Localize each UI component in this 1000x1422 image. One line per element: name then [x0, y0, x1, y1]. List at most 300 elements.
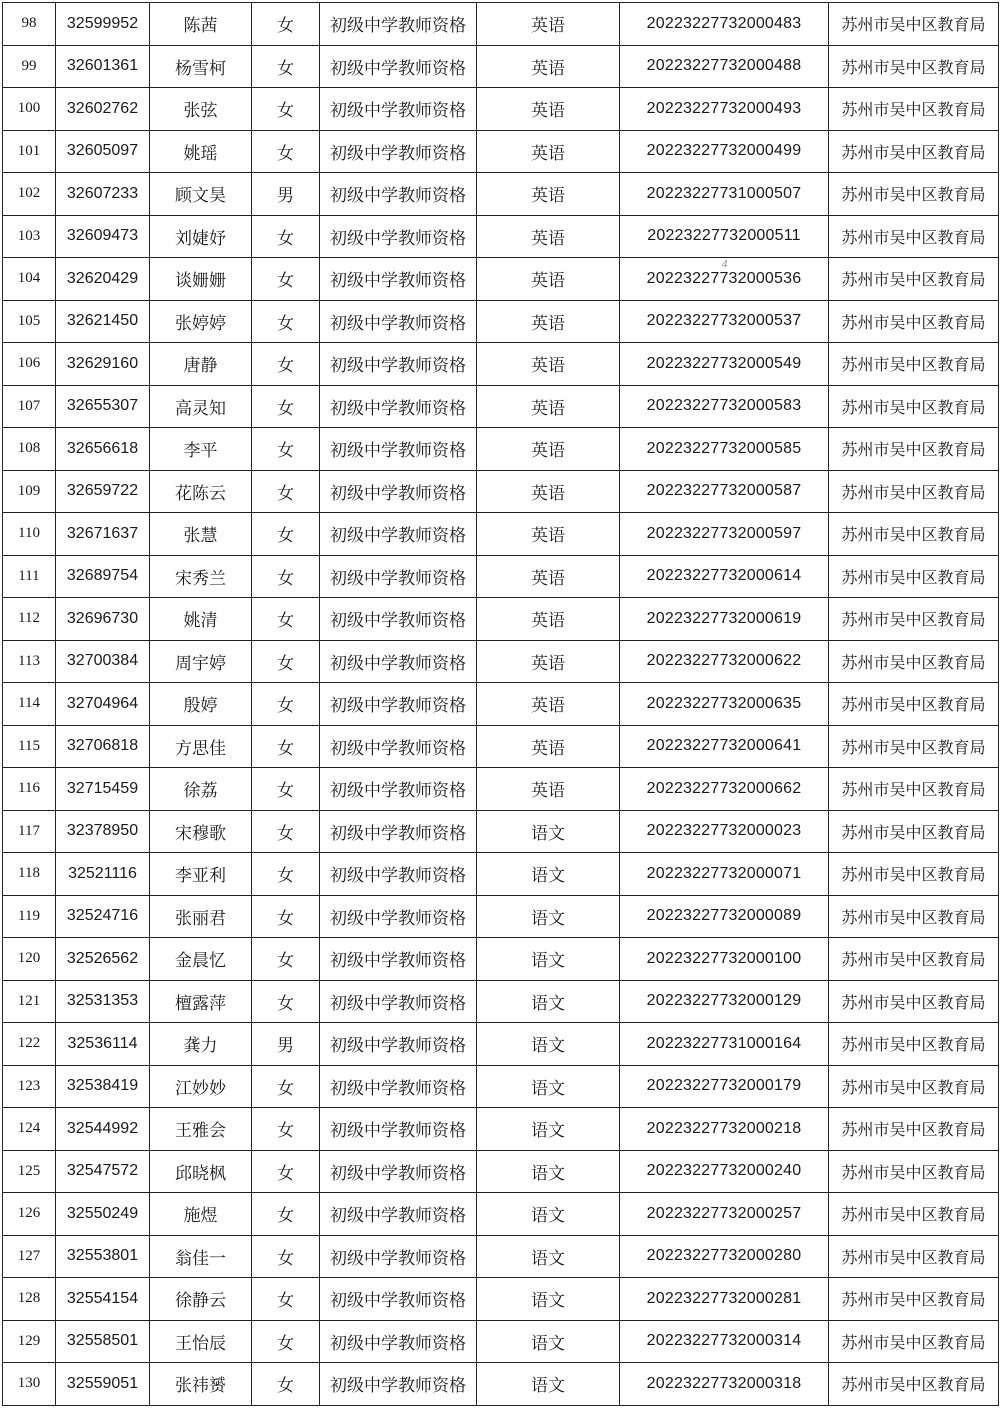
cell-certificate-type: 初级中学教师资格	[320, 640, 477, 683]
cell-exam-number: 32524716	[56, 895, 150, 938]
table-row	[3, 258, 999, 301]
cell-subject: 英语	[477, 45, 620, 88]
cell-gender: 女	[252, 1235, 320, 1278]
cell-certificate-number: 20223227732000536	[620, 258, 829, 301]
cell-exam-number: 32671637	[56, 513, 150, 556]
cell-certificate-type: 初级中学教师资格	[320, 470, 477, 513]
cell-issuing-authority: 苏州市吴中区教育局	[829, 1320, 999, 1363]
cell-subject: 英语	[477, 768, 620, 811]
cell-issuing-authority: 苏州市吴中区教育局	[829, 598, 999, 641]
cell-seq: 107	[3, 385, 56, 428]
cell-certificate-type: 初级中学教师资格	[320, 725, 477, 768]
cell-certificate-type: 初级中学教师资格	[320, 683, 477, 726]
cell-certificate-type: 初级中学教师资格	[320, 895, 477, 938]
cell-name: 姚瑶	[150, 130, 252, 173]
cell-subject: 英语	[477, 130, 620, 173]
cell-certificate-number: 20223227732000537	[620, 300, 829, 343]
cell-gender: 女	[252, 938, 320, 981]
cell-subject: 语文	[477, 1023, 620, 1066]
cell-subject: 英语	[477, 640, 620, 683]
cell-issuing-authority: 苏州市吴中区教育局	[829, 683, 999, 726]
cell-certificate-type: 初级中学教师资格	[320, 980, 477, 1023]
cell-certificate-type: 初级中学教师资格	[320, 1235, 477, 1278]
table-row	[3, 173, 999, 216]
cell-exam-number: 32547572	[56, 1150, 150, 1193]
cell-issuing-authority: 苏州市吴中区教育局	[829, 895, 999, 938]
cell-seq: 109	[3, 470, 56, 513]
cell-certificate-number: 20223227732000493	[620, 88, 829, 131]
table-row	[3, 683, 999, 726]
cell-seq: 100	[3, 88, 56, 131]
table-row	[3, 45, 999, 88]
cell-seq: 121	[3, 980, 56, 1023]
cell-certificate-number: 20223227732000089	[620, 895, 829, 938]
cell-seq: 98	[3, 3, 56, 46]
cell-exam-number: 32607233	[56, 173, 150, 216]
cell-subject: 语文	[477, 810, 620, 853]
cell-certificate-type: 初级中学教师资格	[320, 1065, 477, 1108]
cell-exam-number: 32536114	[56, 1023, 150, 1066]
cell-issuing-authority: 苏州市吴中区教育局	[829, 258, 999, 301]
table-row	[3, 598, 999, 641]
cell-exam-number: 32655307	[56, 385, 150, 428]
cell-gender: 女	[252, 513, 320, 556]
cell-exam-number: 32544992	[56, 1108, 150, 1151]
table-row	[3, 853, 999, 896]
cell-subject: 语文	[477, 1278, 620, 1321]
cell-seq: 126	[3, 1193, 56, 1236]
cell-subject: 语文	[477, 1150, 620, 1193]
table-row	[3, 215, 999, 258]
cell-gender: 女	[252, 725, 320, 768]
cell-certificate-number: 20223227731000507	[620, 173, 829, 216]
table-row	[3, 300, 999, 343]
cell-seq: 124	[3, 1108, 56, 1151]
cell-name: 张祎赟	[150, 1363, 252, 1406]
cell-subject: 英语	[477, 343, 620, 386]
cell-exam-number: 32700384	[56, 640, 150, 683]
cell-certificate-number: 20223227732000179	[620, 1065, 829, 1108]
cell-certificate-type: 初级中学教师资格	[320, 555, 477, 598]
cell-gender: 女	[252, 1108, 320, 1151]
cell-gender: 女	[252, 130, 320, 173]
cell-certificate-number: 20223227732000071	[620, 853, 829, 896]
cell-subject: 英语	[477, 598, 620, 641]
cell-certificate-number: 20223227732000619	[620, 598, 829, 641]
cell-gender: 男	[252, 173, 320, 216]
cell-gender: 男	[252, 1023, 320, 1066]
table-body	[3, 3, 999, 1406]
cell-exam-number: 32629160	[56, 343, 150, 386]
cell-seq: 130	[3, 1363, 56, 1406]
cell-seq: 127	[3, 1235, 56, 1278]
cell-certificate-number: 20223227732000314	[620, 1320, 829, 1363]
cell-issuing-authority: 苏州市吴中区教育局	[829, 1235, 999, 1278]
cell-seq: 108	[3, 428, 56, 471]
cell-issuing-authority: 苏州市吴中区教育局	[829, 45, 999, 88]
cell-seq: 110	[3, 513, 56, 556]
cell-name: 徐荔	[150, 768, 252, 811]
cell-name: 花陈云	[150, 470, 252, 513]
cell-certificate-number: 20223227732000240	[620, 1150, 829, 1193]
cell-exam-number: 32558501	[56, 1320, 150, 1363]
cell-seq: 104	[3, 258, 56, 301]
cell-name: 方思佳	[150, 725, 252, 768]
cell-exam-number: 32559051	[56, 1363, 150, 1406]
cell-certificate-number: 20223227732000549	[620, 343, 829, 386]
cell-name: 檀露萍	[150, 980, 252, 1023]
cell-subject: 英语	[477, 683, 620, 726]
cell-gender: 女	[252, 1150, 320, 1193]
table-row	[3, 768, 999, 811]
cell-gender: 女	[252, 810, 320, 853]
cell-subject: 语文	[477, 1235, 620, 1278]
cell-name: 邱晓枫	[150, 1150, 252, 1193]
cell-issuing-authority: 苏州市吴中区教育局	[829, 938, 999, 981]
cell-seq: 113	[3, 640, 56, 683]
table-row	[3, 88, 999, 131]
cell-gender: 女	[252, 1320, 320, 1363]
cell-exam-number: 32704964	[56, 683, 150, 726]
cell-certificate-type: 初级中学教师资格	[320, 1320, 477, 1363]
cell-gender: 女	[252, 3, 320, 46]
cell-exam-number: 32706818	[56, 725, 150, 768]
cell-gender: 女	[252, 45, 320, 88]
cell-issuing-authority: 苏州市吴中区教育局	[829, 555, 999, 598]
cell-seq: 101	[3, 130, 56, 173]
cell-gender: 女	[252, 1363, 320, 1406]
cell-exam-number: 32609473	[56, 215, 150, 258]
cell-issuing-authority: 苏州市吴中区教育局	[829, 3, 999, 46]
cell-certificate-type: 初级中学教师资格	[320, 215, 477, 258]
cell-issuing-authority: 苏州市吴中区教育局	[829, 768, 999, 811]
cell-name: 宋秀兰	[150, 555, 252, 598]
cell-subject: 语文	[477, 1065, 620, 1108]
cell-name: 唐静	[150, 343, 252, 386]
table-row	[3, 470, 999, 513]
cell-certificate-number: 20223227732000622	[620, 640, 829, 683]
cell-subject: 英语	[477, 173, 620, 216]
cell-subject: 语文	[477, 853, 620, 896]
cell-name: 龚力	[150, 1023, 252, 1066]
cell-certificate-type: 初级中学教师资格	[320, 768, 477, 811]
cell-certificate-number: 20223227732000585	[620, 428, 829, 471]
cell-certificate-type: 初级中学教师资格	[320, 938, 477, 981]
cell-seq: 125	[3, 1150, 56, 1193]
cell-gender: 女	[252, 555, 320, 598]
cell-subject: 英语	[477, 555, 620, 598]
cell-subject: 语文	[477, 980, 620, 1023]
cell-name: 殷婷	[150, 683, 252, 726]
cell-issuing-authority: 苏州市吴中区教育局	[829, 385, 999, 428]
cell-seq: 123	[3, 1065, 56, 1108]
cell-seq: 106	[3, 343, 56, 386]
cell-exam-number: 32526562	[56, 938, 150, 981]
cell-issuing-authority: 苏州市吴中区教育局	[829, 980, 999, 1023]
cell-subject: 英语	[477, 300, 620, 343]
cell-gender: 女	[252, 598, 320, 641]
cell-seq: 129	[3, 1320, 56, 1363]
cell-exam-number: 32554154	[56, 1278, 150, 1321]
cell-gender: 女	[252, 258, 320, 301]
cell-seq: 128	[3, 1278, 56, 1321]
cell-name: 王怡辰	[150, 1320, 252, 1363]
cell-gender: 女	[252, 683, 320, 726]
cell-seq: 120	[3, 938, 56, 981]
cell-gender: 女	[252, 1278, 320, 1321]
table-row	[3, 1320, 999, 1363]
table-row	[3, 1150, 999, 1193]
stray-mark: 4	[722, 258, 728, 270]
table-row	[3, 640, 999, 683]
cell-subject: 语文	[477, 1320, 620, 1363]
table-row	[3, 385, 999, 428]
table-row	[3, 1065, 999, 1108]
cell-exam-number: 32621450	[56, 300, 150, 343]
cell-certificate-type: 初级中学教师资格	[320, 1193, 477, 1236]
cell-subject: 英语	[477, 88, 620, 131]
cell-subject: 英语	[477, 385, 620, 428]
cell-name: 翁佳一	[150, 1235, 252, 1278]
cell-subject: 语文	[477, 1363, 620, 1406]
cell-exam-number: 32696730	[56, 598, 150, 641]
cell-name: 施煜	[150, 1193, 252, 1236]
cell-certificate-type: 初级中学教师资格	[320, 3, 477, 46]
cell-name: 宋穆歌	[150, 810, 252, 853]
cell-certificate-number: 20223227732000257	[620, 1193, 829, 1236]
cell-certificate-number: 20223227732000583	[620, 385, 829, 428]
cell-certificate-number: 20223227732000499	[620, 130, 829, 173]
cell-seq: 119	[3, 895, 56, 938]
cell-issuing-authority: 苏州市吴中区教育局	[829, 1108, 999, 1151]
cell-gender: 女	[252, 343, 320, 386]
cell-seq: 116	[3, 768, 56, 811]
table-row	[3, 428, 999, 471]
cell-subject: 英语	[477, 3, 620, 46]
cell-subject: 语文	[477, 938, 620, 981]
cell-certificate-type: 初级中学教师资格	[320, 258, 477, 301]
cell-certificate-type: 初级中学教师资格	[320, 513, 477, 556]
cell-gender: 女	[252, 895, 320, 938]
cell-certificate-type: 初级中学教师资格	[320, 343, 477, 386]
cell-subject: 英语	[477, 215, 620, 258]
cell-subject: 英语	[477, 725, 620, 768]
cell-issuing-authority: 苏州市吴中区教育局	[829, 173, 999, 216]
cell-certificate-number: 20223227731000164	[620, 1023, 829, 1066]
cell-certificate-number: 20223227732000100	[620, 938, 829, 981]
cell-seq: 102	[3, 173, 56, 216]
cell-name: 刘婕妤	[150, 215, 252, 258]
cell-certificate-number: 20223227732000635	[620, 683, 829, 726]
cell-exam-number: 32605097	[56, 130, 150, 173]
cell-issuing-authority: 苏州市吴中区教育局	[829, 1150, 999, 1193]
cell-issuing-authority: 苏州市吴中区教育局	[829, 130, 999, 173]
cell-exam-number: 32601361	[56, 45, 150, 88]
table-row	[3, 980, 999, 1023]
cell-name: 王雅会	[150, 1108, 252, 1151]
cell-issuing-authority: 苏州市吴中区教育局	[829, 853, 999, 896]
cell-seq: 111	[3, 555, 56, 598]
cell-gender: 女	[252, 768, 320, 811]
cell-gender: 女	[252, 1065, 320, 1108]
cell-seq: 117	[3, 810, 56, 853]
cell-gender: 女	[252, 385, 320, 428]
cell-certificate-type: 初级中学教师资格	[320, 428, 477, 471]
cell-gender: 女	[252, 853, 320, 896]
cell-gender: 女	[252, 640, 320, 683]
table-row	[3, 725, 999, 768]
cell-seq: 122	[3, 1023, 56, 1066]
cell-certificate-type: 初级中学教师资格	[320, 598, 477, 641]
cell-name: 张丽君	[150, 895, 252, 938]
cell-subject: 英语	[477, 513, 620, 556]
cell-subject: 英语	[477, 470, 620, 513]
cell-issuing-authority: 苏州市吴中区教育局	[829, 725, 999, 768]
cell-seq: 112	[3, 598, 56, 641]
table-row	[3, 938, 999, 981]
cell-exam-number: 32378950	[56, 810, 150, 853]
cell-issuing-authority: 苏州市吴中区教育局	[829, 810, 999, 853]
cell-exam-number: 32599952	[56, 3, 150, 46]
cell-name: 江妙妙	[150, 1065, 252, 1108]
cell-issuing-authority: 苏州市吴中区教育局	[829, 1278, 999, 1321]
cell-issuing-authority: 苏州市吴中区教育局	[829, 343, 999, 386]
cell-gender: 女	[252, 1193, 320, 1236]
cell-certificate-type: 初级中学教师资格	[320, 385, 477, 428]
table-row	[3, 343, 999, 386]
table-row	[3, 1235, 999, 1278]
cell-certificate-number: 20223227732000023	[620, 810, 829, 853]
table-row	[3, 810, 999, 853]
cell-name: 张慧	[150, 513, 252, 556]
table-row	[3, 1278, 999, 1321]
cell-issuing-authority: 苏州市吴中区教育局	[829, 1023, 999, 1066]
cell-name: 徐静云	[150, 1278, 252, 1321]
cell-exam-number: 32689754	[56, 555, 150, 598]
cell-issuing-authority: 苏州市吴中区教育局	[829, 513, 999, 556]
cell-seq: 118	[3, 853, 56, 896]
cell-name: 顾文昊	[150, 173, 252, 216]
cell-exam-number: 32538419	[56, 1065, 150, 1108]
cell-certificate-type: 初级中学教师资格	[320, 1363, 477, 1406]
cell-name: 周宇婷	[150, 640, 252, 683]
cell-certificate-number: 20223227732000318	[620, 1363, 829, 1406]
cell-exam-number: 32659722	[56, 470, 150, 513]
cell-exam-number: 32553801	[56, 1235, 150, 1278]
cell-name: 陈茜	[150, 3, 252, 46]
cell-certificate-type: 初级中学教师资格	[320, 1108, 477, 1151]
cell-certificate-type: 初级中学教师资格	[320, 45, 477, 88]
cell-seq: 103	[3, 215, 56, 258]
cell-certificate-number: 20223227732000280	[620, 1235, 829, 1278]
cell-name: 高灵知	[150, 385, 252, 428]
cell-certificate-type: 初级中学教师资格	[320, 853, 477, 896]
cell-certificate-type: 初级中学教师资格	[320, 1278, 477, 1321]
cell-certificate-type: 初级中学教师资格	[320, 130, 477, 173]
cell-issuing-authority: 苏州市吴中区教育局	[829, 428, 999, 471]
cell-certificate-type: 初级中学教师资格	[320, 173, 477, 216]
cell-certificate-number: 20223227732000218	[620, 1108, 829, 1151]
table-row	[3, 130, 999, 173]
cell-issuing-authority: 苏州市吴中区教育局	[829, 470, 999, 513]
cell-name: 金晨忆	[150, 938, 252, 981]
cell-seq: 99	[3, 45, 56, 88]
cell-name: 张婷婷	[150, 300, 252, 343]
table-row	[3, 555, 999, 598]
cell-name: 张弦	[150, 88, 252, 131]
cell-issuing-authority: 苏州市吴中区教育局	[829, 640, 999, 683]
cell-certificate-number: 20223227732000129	[620, 980, 829, 1023]
cell-exam-number: 32656618	[56, 428, 150, 471]
cell-certificate-number: 20223227732000511	[620, 215, 829, 258]
table-row	[3, 513, 999, 556]
cell-issuing-authority: 苏州市吴中区教育局	[829, 1065, 999, 1108]
cell-exam-number: 32531353	[56, 980, 150, 1023]
cell-seq: 105	[3, 300, 56, 343]
cell-issuing-authority: 苏州市吴中区教育局	[829, 1193, 999, 1236]
cell-certificate-number: 20223227732000587	[620, 470, 829, 513]
cell-certificate-type: 初级中学教师资格	[320, 1023, 477, 1066]
cell-name: 李亚利	[150, 853, 252, 896]
cell-certificate-type: 初级中学教师资格	[320, 300, 477, 343]
cell-name: 杨雪柯	[150, 45, 252, 88]
table-row	[3, 1363, 999, 1406]
cell-gender: 女	[252, 980, 320, 1023]
cell-exam-number: 32602762	[56, 88, 150, 131]
cell-issuing-authority: 苏州市吴中区教育局	[829, 300, 999, 343]
cell-subject: 英语	[477, 428, 620, 471]
cell-name: 李平	[150, 428, 252, 471]
cell-certificate-type: 初级中学教师资格	[320, 88, 477, 131]
cell-certificate-number: 20223227732000641	[620, 725, 829, 768]
cell-certificate-type: 初级中学教师资格	[320, 1150, 477, 1193]
cell-name: 谈姗姗	[150, 258, 252, 301]
cell-exam-number: 32521116	[56, 853, 150, 896]
table-row	[3, 1108, 999, 1151]
cell-certificate-number: 20223227732000483	[620, 3, 829, 46]
cell-exam-number: 32715459	[56, 768, 150, 811]
cell-gender: 女	[252, 300, 320, 343]
cell-exam-number: 32620429	[56, 258, 150, 301]
cell-exam-number: 32550249	[56, 1193, 150, 1236]
cell-gender: 女	[252, 215, 320, 258]
table-row	[3, 895, 999, 938]
cell-certificate-type: 初级中学教师资格	[320, 810, 477, 853]
table-row	[3, 1193, 999, 1236]
cell-certificate-number: 20223227732000488	[620, 45, 829, 88]
cell-certificate-number: 20223227732000281	[620, 1278, 829, 1321]
table-row	[3, 3, 999, 46]
cell-certificate-number: 20223227732000662	[620, 768, 829, 811]
cell-issuing-authority: 苏州市吴中区教育局	[829, 88, 999, 131]
cell-name: 姚清	[150, 598, 252, 641]
certificate-list-table	[2, 2, 999, 1406]
cell-gender: 女	[252, 428, 320, 471]
cell-seq: 115	[3, 725, 56, 768]
cell-gender: 女	[252, 470, 320, 513]
table-row	[3, 1023, 999, 1066]
cell-certificate-number: 20223227732000597	[620, 513, 829, 556]
cell-subject: 语文	[477, 1193, 620, 1236]
cell-issuing-authority: 苏州市吴中区教育局	[829, 215, 999, 258]
cell-subject: 语文	[477, 1108, 620, 1151]
cell-seq: 114	[3, 683, 56, 726]
cell-issuing-authority: 苏州市吴中区教育局	[829, 1363, 999, 1406]
cell-subject: 语文	[477, 895, 620, 938]
cell-certificate-number: 20223227732000614	[620, 555, 829, 598]
cell-subject: 英语	[477, 258, 620, 301]
cell-gender: 女	[252, 88, 320, 131]
